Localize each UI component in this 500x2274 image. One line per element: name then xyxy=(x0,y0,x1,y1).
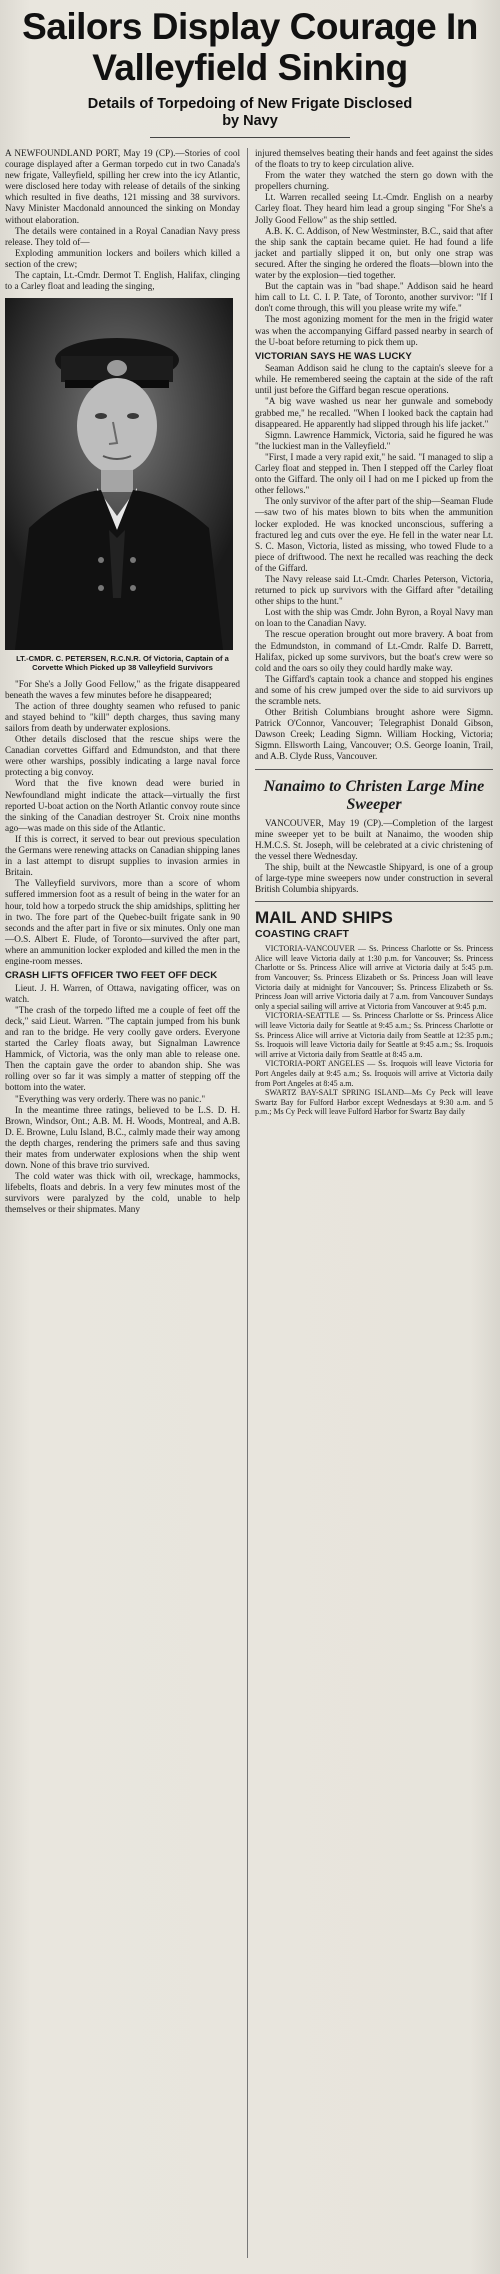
minesweeper-headline: Nanaimo to Christen Large Mine Sweeper xyxy=(263,777,485,813)
article-paragraph: Lost with the ship was Cmdr. John Byron, a Royal Navy man on loan to the Canadian Navy. xyxy=(255,607,493,629)
column-divider xyxy=(247,148,248,2258)
article-paragraph: The rescue operation brought out more bravery. A boat from the Edmundston, in command of Lt.-Cmdr. Ralfe D. Barrett, Halifax, picked up some survivors, but the boat's crew were so cold and the oars so oily they could hardly make way. xyxy=(255,629,493,673)
portrait-figure xyxy=(5,298,233,650)
article-paragraph: The Valleyfield survivors, more than a score of whom suffered immersion foot as a result of being in the water for an hour, told how a torpedo struck the ship amidships, splitting her in two. The fore part of the Quebec-built frigate sank in 90 seconds and the after part in five or six minutes. Only one man —O.S. Albert E. Flude, of Toronto—survived the after part, where an ammunition locker exploded and killed the men in the engine-room messes. xyxy=(5,878,240,966)
article-paragraph: In the meantime three ratings, believed to be L.S. D. H. Brown, Windsor, Ont.; A.B. M. H. Woods, Montreal, and A.B. D. E. Browne, Lulu Island, B.C., calmly made their way among the depth charges, rendering the primers safe and thus saving their mates from underwater explosions when the ship went down. None of this brave trio survived. xyxy=(5,1104,240,1171)
left-column xyxy=(5,148,240,1216)
article-paragraph: But the captain was in "bad shape." Addison said he heard him call to Lt. C. I. P. Tate, of Toronto, another survivor: "If I don't come through, this will you please write my wife." xyxy=(255,281,493,314)
article-paragraph: The captain, Lt.-Cmdr. Dermot T. English, Halifax, clinging to a Carley float and leading the singing, xyxy=(5,270,240,292)
coasting-craft-subheading: COASTING CRAFT xyxy=(255,928,349,941)
article-paragraph: Lieut. J. H. Warren, of Ottawa, navigating officer, was on watch. xyxy=(5,982,240,1004)
article-paragraph: From the water they watched the stern go down with the propellers churning. xyxy=(255,170,493,192)
article-paragraph: The Giffard's captain took a chance and stopped his engines and some of his crew jumped over the side to aid survivors up the scramble nets. xyxy=(255,673,493,706)
deck-divider xyxy=(150,137,350,138)
article-paragraph: The ship, built at the Newcastle Shipyard, is one of a group of large-type mine sweepers now under construction in several British Columbia shipyards. xyxy=(255,861,493,895)
article-paragraph: A.B. K. C. Addison, of New Westminster, B.C., said that after the ship sank the captain became quiet. He had found a life jacket and partially slipped it on, but only one strap was secured. After the singing he ordered the floats—blown into the water by the explosion—tied together. xyxy=(255,225,493,281)
article-paragraph: Sigmn. Lawrence Hammick, Victoria, said he figured he was "the luckiest man in the Valleyfield." xyxy=(255,429,493,451)
section-subheading: CRASH LIFTS OFFICER TWO FEET OFF DECK xyxy=(5,970,218,982)
headline: Sailors Display Courage In Valleyfield Sinking xyxy=(22,6,478,88)
article-paragraph: Word that the five known dead were buried in Newfoundland might indicate the attack—virtually the first reported U-boat action on the North Atlantic convoy route since the sinking of the Canadian destroyer St. Croix nine months ago—was made on this side of the Atlantic. xyxy=(5,778,240,833)
article-paragraph: "A big wave washed us near her gunwale and somebody grabbed me," he recalled. "When I looked back the captain had disappeared. He apparently had slipped through his life jacket." xyxy=(255,396,493,429)
photo-caption: LT.-CMDR. C. PETERSEN, R.C.N.R. Of Victoria, Captain of a Corvette Which Picked up 38 Valleyfield Survivors xyxy=(16,654,229,673)
article-paragraph: The Navy release said Lt.-Cmdr. Charles Peterson, Victoria, returned to pick up survivors with the Giffard after "detailing other ships to the hunt." xyxy=(255,573,493,607)
article-paragraph: Other details disclosed that the rescue ships were the Canadian corvettes Giffard and Edmundston, and that there were other warships, possibly indicating a large naval force protecting a big convoy. xyxy=(5,734,240,778)
article-paragraph: The details were contained in a Royal Canadian Navy press release. They told of— xyxy=(5,225,240,247)
shipping-schedule-entry: VICTORIA-VANCOUVER — Ss. Princess Charlotte or Ss. Princess Alice will leave Victoria daily at 1:30 p.m. for Vancouver; Ss. Princess Charlotte or Ss. Princess Alice will arrive at Victoria daily at 5:45 p.m. from Vancouver; Ss. Princess Elizabeth or Ss. Princess Joan will leave Victoria daily at midnight for Vancouver; Ss. Princess Elizabeth or Ss. Princess Joan will arrive Victoria daily at 7 a.m. from Vancouver Sundays only a special sailing will arrive at Victoria from Vancouver at 9:45 p.m. xyxy=(255,944,493,1011)
section-subheading: VICTORIAN SAYS HE WAS LUCKY xyxy=(255,350,412,362)
shipping-schedule-entry: VICTORIA-PORT ANGELES — Ss. Iroquois will leave Victoria for Port Angeles daily at 9:45 a.m.; Ss. Iroquois will arrive at Victoria daily from Port Angeles at 8:45 a.m. xyxy=(255,1059,493,1088)
article-paragraph: "The crash of the torpedo lifted me a couple of feet off the deck," said Lieut. Warren. "The captain jumped from his bunk and ran to the bridge. He very coolly gave orders. Everyone started the Carley floats away, but Signalman Lawrence Hammick, of Victoria, was the only man able to release one. Then the captain gave the order to abandon ship. She was rolling over so far it was simply a matter of stepping off the bottom into the water. xyxy=(5,1004,240,1093)
subheadline: Details of Torpedoing of New Frigate Disclosed by Navy xyxy=(87,96,413,129)
article-paragraph: The only survivor of the after part of the ship—Seaman Flude—saw two of his mates blown to bits when the ammunition locker exploded. He was knocked unconscious, suffering a fractured leg and cuts over the eye. He fell in the water near Lt. S. C. Mason, Victoria, listed as missing, who towed Flude to a piece of driftwood. The next he recalled was reaching the deck of the Giffard. xyxy=(255,496,493,573)
article-paragraph: Other British Columbians brought ashore were Sigmn. Patrick O'Connor, Vancouver; Telegraphist Donald Gibson, Dawson Creek; Leading Sigmn. William Hocking, Victoria; Sigmn. Ellsworth Laing, Vancouver; O.S. George Ioanin, Trail, and A.B. Clyde Russ, Vancouver. xyxy=(255,707,493,762)
section-divider xyxy=(255,901,493,902)
article-paragraph: Lt. Warren recalled seeing Lt.-Cmdr. English on a nearby Carley float. They heard him lead a group singing "For She's a Jolly Good Fellow" as the ship settled. xyxy=(255,192,493,225)
article-paragraph: The most agonizing moment for the men in the frigid water was when the accompanying Giffard passed nearby in search of the U-boat before returning to pick them up. xyxy=(255,314,493,347)
article-paragraph: "First, I made a very rapid exit," he said. "I managed to slip a Carley float and stepped in. Then I stepped off the Carley float onto the Giffard. The only oil I had on me I picked up from the other fellows." xyxy=(255,451,493,496)
article-paragraph: "Everything was very orderly. There was no panic." xyxy=(15,1093,206,1104)
article-paragraph: A NEWFOUNDLAND PORT, May 19 (CP).—Stories of cool courage displayed after a German torpedo cut in two Canada's new frigate, Valleyfield, spilling her crew into the icy Atlantic, were disclosed here today with release of details of the sinking which resulted in five deaths, 121 missing and 38 survivors. Navy Minister Macdonald announced the sinking on Monday without elaboration. xyxy=(5,148,240,225)
mail-and-ships-heading: MAIL AND SHIPS xyxy=(255,908,393,928)
article-paragraph: Seaman Addison said he clung to the captain's sleeve for a while. He remembered seeing the captain at the side of the raft until just before the Giffard began rescue operations. xyxy=(255,363,493,396)
shipping-schedule-entry: SWARTZ BAY-SALT SPRING ISLAND—Ms Cy Peck will leave Swartz Bay for Fulford Harbor except Wednesdays at 9:30 a.m. and 5 p.m.; Ms Cy Peck will leave Fulford Harbor for Swartz Bay daily xyxy=(255,1088,493,1117)
shipping-schedule-entry: VICTORIA-SEATTLE — Ss. Princess Charlotte or Ss. Princess Alice will leave Victoria daily for Seattle at 9:45 a.m.; Ss. Princess Charlotte or Ss. Princess Alice will arrive at Victoria daily from Seattle at 12:35 p.m.; Ss. Iroquois will leave Victoria daily for Seattle at 9:45 a.m.; Ss. Iroquois will arrive at Victoria daily from Seattle at 8:45 a.m. xyxy=(255,1011,493,1059)
right-column xyxy=(255,148,493,1117)
captain-portrait-photo xyxy=(5,298,233,650)
section-divider xyxy=(255,769,493,770)
article-paragraph: The cold water was thick with oil, wreckage, hammocks, lifebelts, floats and debris. In a very few minutes most of the survivors were paralyzed by the cold, unable to help themselves or their shipmates. Many xyxy=(5,1171,240,1215)
article-paragraph: Exploding ammunition lockers and boilers which killed a section of the crew; xyxy=(5,247,240,269)
article-paragraph: "For She's a Jolly Good Fellow," as the frigate disappeared beneath the waves a few minutes before he disappeared; xyxy=(5,678,240,700)
article-paragraph: injured themselves beating their hands and feet against the sides of the floats to try to keep circulation alive. xyxy=(255,148,493,170)
article-paragraph: The action of three doughty seamen who refused to panic and stayed behind to "kill" depth charges, thus saving many sailors from death by underwater explosions. xyxy=(5,700,240,733)
article-paragraph: VANCOUVER, May 19 (CP).—Completion of the largest mine sweeper yet to be built at Nanaimo, the wooden ship H.M.C.S. St. Joseph, will be celebrated at a civic christening of the vessel there Wednesday. xyxy=(255,817,493,861)
article-paragraph: If this is correct, it served to bear out previous speculation the Germans were renewing attacks on Canadian shipping lanes in a last attempt to disrupt supplies to invasion armies in Britain. xyxy=(5,833,240,878)
